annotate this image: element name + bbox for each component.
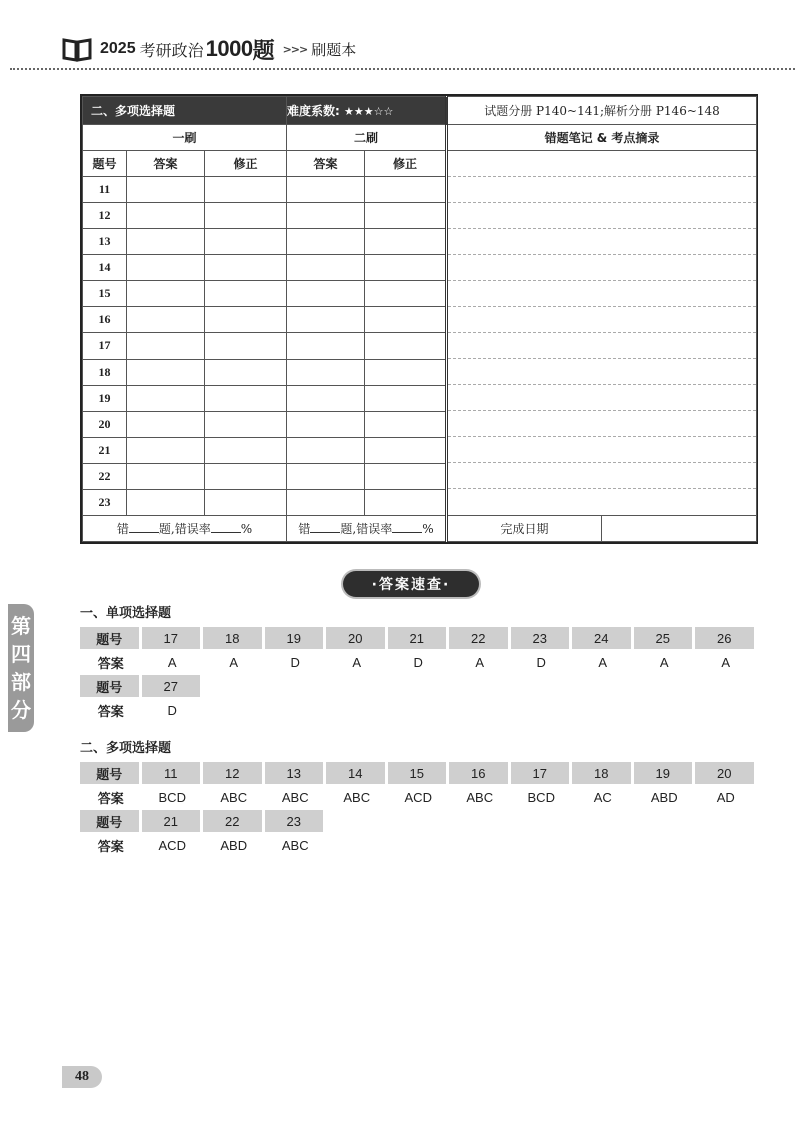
note-line bbox=[448, 463, 756, 489]
answer-question-number: 20 bbox=[326, 627, 388, 649]
answer-grid-empty bbox=[634, 675, 696, 697]
question-number: 23 bbox=[83, 489, 127, 515]
answer-grid-empty bbox=[572, 810, 634, 832]
answer-grid-empty bbox=[695, 675, 757, 697]
answer-grid-label-num: 题号 bbox=[80, 627, 142, 649]
question-number: 14 bbox=[83, 255, 127, 281]
answer-grid-label-num: 题号 bbox=[80, 675, 142, 697]
answer-question-number: 13 bbox=[265, 762, 327, 784]
answer-grid-empty bbox=[265, 697, 327, 723]
completion-date-value[interactable] bbox=[602, 516, 757, 542]
answer-question-number: 18 bbox=[203, 627, 265, 649]
answer-question-number: 19 bbox=[634, 762, 696, 784]
answer-grid-empty bbox=[695, 832, 757, 858]
answer-grid-empty bbox=[449, 675, 511, 697]
answer-grid-empty bbox=[388, 675, 450, 697]
notes-area[interactable] bbox=[447, 151, 757, 516]
multi-choice-answers bbox=[80, 762, 757, 858]
col-answer-2: 答案 bbox=[287, 151, 365, 177]
note-line bbox=[448, 411, 756, 437]
round1-fix-cell[interactable] bbox=[205, 203, 287, 229]
round2-summary: 错 题,错误率 % bbox=[287, 516, 447, 542]
page-header bbox=[62, 34, 356, 64]
question-number: 12 bbox=[83, 203, 127, 229]
answer-grid-empty bbox=[695, 810, 757, 832]
answer-question-number: 19 bbox=[265, 627, 327, 649]
answer-value: ABD bbox=[220, 837, 248, 853]
round1-fix-cell[interactable] bbox=[205, 255, 287, 281]
header-year: 2025 bbox=[100, 40, 136, 57]
answer-value: ABC bbox=[466, 789, 494, 805]
answer-value: ACD bbox=[404, 789, 432, 805]
answer-question-number: 14 bbox=[326, 762, 388, 784]
header-ti: 题 bbox=[252, 38, 275, 64]
answer-value: A bbox=[229, 654, 239, 670]
answer-value: ABC bbox=[220, 789, 248, 805]
answer-question-number: 24 bbox=[572, 627, 634, 649]
round1-answer-cell[interactable] bbox=[127, 229, 205, 255]
question-number: 19 bbox=[83, 385, 127, 411]
round2-answer-cell[interactable] bbox=[287, 333, 365, 359]
col-fix-2: 修正 bbox=[365, 151, 447, 177]
header-divider bbox=[10, 68, 795, 70]
answer-value: BCD bbox=[158, 789, 186, 805]
note-line bbox=[448, 489, 756, 515]
round2-answer-cell[interactable] bbox=[287, 255, 365, 281]
answer-question-number: 23 bbox=[511, 627, 573, 649]
completion-date-label: 完成日期 bbox=[447, 516, 602, 542]
notes-header: 错题笔记 & 考点摘录 bbox=[447, 125, 757, 151]
note-line bbox=[448, 307, 756, 333]
difficulty-stars: ★★★☆☆ bbox=[344, 105, 394, 118]
side-tab-char: 第 bbox=[11, 614, 31, 638]
header-arrows: >>> bbox=[282, 42, 308, 56]
round1-answer-cell[interactable] bbox=[127, 463, 205, 489]
note-line bbox=[448, 177, 756, 203]
answer-grid-empty bbox=[511, 697, 573, 723]
note-line bbox=[448, 203, 756, 229]
answer-value: ACD bbox=[158, 837, 186, 853]
answer-value: BCD bbox=[527, 789, 555, 805]
answer-question-number: 18 bbox=[572, 762, 634, 784]
answer-question-number: 27 bbox=[142, 675, 204, 697]
answer-question-number: 20 bbox=[695, 762, 757, 784]
round1-fix-cell[interactable] bbox=[205, 177, 287, 203]
round2-answer-cell[interactable] bbox=[287, 307, 365, 333]
answer-question-number: 21 bbox=[142, 810, 204, 832]
round2-fix-cell[interactable] bbox=[365, 229, 447, 255]
round1-answer-cell[interactable] bbox=[127, 411, 205, 437]
answer-question-number: 17 bbox=[511, 762, 573, 784]
side-tab-char: 分 bbox=[11, 698, 31, 722]
col-qnum: 题号 bbox=[83, 151, 127, 177]
round2-answer-cell[interactable] bbox=[287, 203, 365, 229]
header-subject: 考研政治 bbox=[139, 40, 204, 60]
answer-value: ABC bbox=[343, 789, 371, 805]
answer-grid-empty bbox=[265, 675, 327, 697]
answer-question-number: 26 bbox=[695, 627, 757, 649]
question-number: 15 bbox=[83, 281, 127, 307]
answer-question-number: 17 bbox=[142, 627, 204, 649]
round1-answer-cell[interactable] bbox=[127, 177, 205, 203]
round2-answer-cell[interactable] bbox=[287, 281, 365, 307]
round1-fix-cell[interactable] bbox=[205, 437, 287, 463]
round2-answer-cell[interactable] bbox=[287, 229, 365, 255]
answer-value: A bbox=[352, 654, 362, 670]
round1-fix-cell[interactable] bbox=[205, 333, 287, 359]
difficulty-label: 难度系数: bbox=[287, 104, 340, 118]
round2-answer-cell[interactable] bbox=[287, 411, 365, 437]
answer-grid-empty bbox=[449, 697, 511, 723]
round1-fix-cell[interactable] bbox=[205, 463, 287, 489]
page-reference: 试题分册 P140~141;解析分册 P146~148 bbox=[447, 97, 757, 125]
answer-grid-empty bbox=[449, 810, 511, 832]
answer-grid-empty bbox=[634, 832, 696, 858]
round2-fix-cell[interactable] bbox=[365, 359, 447, 385]
answer-grid-empty bbox=[572, 832, 634, 858]
page-number: 48 bbox=[62, 1066, 102, 1088]
col-answer-1: 答案 bbox=[127, 151, 205, 177]
answer-value: A bbox=[659, 654, 669, 670]
section-side-tab bbox=[8, 604, 34, 732]
round2-fix-cell[interactable] bbox=[365, 411, 447, 437]
answer-value: D bbox=[167, 702, 177, 718]
round1-answer-cell[interactable] bbox=[127, 437, 205, 463]
answer-grid-empty bbox=[634, 697, 696, 723]
answer-sheet-table bbox=[82, 96, 757, 542]
answer-grid-label-ans: 答案 bbox=[97, 655, 124, 671]
answer-sheet bbox=[80, 94, 758, 544]
answer-question-number: 22 bbox=[449, 627, 511, 649]
round2-answer-cell[interactable] bbox=[287, 385, 365, 411]
answer-grid-empty bbox=[634, 810, 696, 832]
note-line bbox=[448, 359, 756, 385]
answer-grid-empty bbox=[388, 810, 450, 832]
note-line bbox=[448, 229, 756, 255]
answer-grid-empty bbox=[388, 832, 450, 858]
answer-value: ABD bbox=[650, 789, 678, 805]
side-tab-char: 四 bbox=[11, 642, 31, 666]
answer-grid-label-ans: 答案 bbox=[97, 790, 124, 806]
answer-value: D bbox=[536, 654, 546, 670]
note-line bbox=[448, 385, 756, 411]
question-number: 11 bbox=[83, 177, 127, 203]
round1-fix-cell[interactable] bbox=[205, 489, 287, 515]
answer-grid-empty bbox=[511, 810, 573, 832]
answer-value: D bbox=[413, 654, 423, 670]
question-number: 21 bbox=[83, 437, 127, 463]
answer-grid-label-ans: 答案 bbox=[97, 838, 124, 854]
round1-summary: 错 题,错误率 % bbox=[83, 516, 287, 542]
answer-question-number: 25 bbox=[634, 627, 696, 649]
sheet-title: 二、多项选择题 bbox=[83, 97, 287, 125]
question-number: 16 bbox=[83, 307, 127, 333]
answer-question-number: 22 bbox=[203, 810, 265, 832]
question-number: 17 bbox=[83, 333, 127, 359]
note-line bbox=[448, 333, 756, 359]
round2-fix-cell[interactable] bbox=[365, 177, 447, 203]
answer-value: A bbox=[721, 654, 731, 670]
round1-answer-cell[interactable] bbox=[127, 385, 205, 411]
answer-value: A bbox=[475, 654, 485, 670]
round2-answer-cell[interactable] bbox=[287, 437, 365, 463]
quick-check-title: ·答案速查· bbox=[343, 571, 479, 597]
round2-answer-cell[interactable] bbox=[287, 489, 365, 515]
open-book-icon bbox=[62, 36, 92, 62]
round1-fix-cell[interactable] bbox=[205, 281, 287, 307]
answer-grid-empty bbox=[511, 832, 573, 858]
answer-grid-empty bbox=[203, 697, 265, 723]
round2-fix-cell[interactable] bbox=[365, 281, 447, 307]
difficulty bbox=[287, 97, 447, 125]
multi-choice-heading: 二、多项选择题 bbox=[80, 741, 172, 756]
question-number: 20 bbox=[83, 411, 127, 437]
round2-answer-cell[interactable] bbox=[287, 359, 365, 385]
note-line bbox=[448, 255, 756, 281]
round2-fix-cell[interactable] bbox=[365, 255, 447, 281]
round2-fix-cell[interactable] bbox=[365, 463, 447, 489]
answer-grid-empty bbox=[572, 697, 634, 723]
round2-fix-cell[interactable] bbox=[365, 307, 447, 333]
answer-grid-empty bbox=[326, 697, 388, 723]
round2-answer-cell[interactable] bbox=[287, 177, 365, 203]
round1-fix-cell[interactable] bbox=[205, 307, 287, 333]
answer-grid-empty bbox=[326, 810, 388, 832]
answer-question-number: 16 bbox=[449, 762, 511, 784]
note-line bbox=[448, 437, 756, 463]
answer-value: AC bbox=[593, 789, 612, 805]
header-section: 刷题本 bbox=[311, 40, 357, 59]
answer-value: D bbox=[290, 654, 300, 670]
question-number: 13 bbox=[83, 229, 127, 255]
round2-fix-cell[interactable] bbox=[365, 333, 447, 359]
round2-fix-cell[interactable] bbox=[365, 437, 447, 463]
round1-answer-cell[interactable] bbox=[127, 255, 205, 281]
round2-fix-cell[interactable] bbox=[365, 489, 447, 515]
answer-grid-label-num: 题号 bbox=[80, 762, 142, 784]
round2-fix-cell[interactable] bbox=[365, 385, 447, 411]
answer-grid-empty bbox=[203, 675, 265, 697]
answer-value: ABC bbox=[281, 789, 309, 805]
note-lines bbox=[448, 151, 756, 515]
answer-grid-empty bbox=[511, 675, 573, 697]
question-number: 22 bbox=[83, 463, 127, 489]
answer-grid-empty bbox=[388, 697, 450, 723]
answer-grid-empty bbox=[695, 697, 757, 723]
round1-header: 一刷 bbox=[83, 125, 287, 151]
answer-value: A bbox=[167, 654, 177, 670]
side-tab-char: 部 bbox=[11, 670, 31, 694]
answer-question-number: 15 bbox=[388, 762, 450, 784]
round1-answer-cell[interactable] bbox=[127, 307, 205, 333]
round2-header: 二刷 bbox=[287, 125, 447, 151]
answer-grid-label-num: 题号 bbox=[80, 810, 142, 832]
question-number: 18 bbox=[83, 359, 127, 385]
single-choice-heading: 一、单项选择题 bbox=[80, 606, 172, 621]
round1-answer-cell[interactable] bbox=[127, 489, 205, 515]
round1-answer-cell[interactable] bbox=[127, 333, 205, 359]
answer-value: ABC bbox=[281, 837, 309, 853]
col-fix-1: 修正 bbox=[205, 151, 287, 177]
answer-grid-empty bbox=[326, 675, 388, 697]
round1-fix-cell[interactable] bbox=[205, 229, 287, 255]
answer-value: AD bbox=[716, 789, 735, 805]
round2-answer-cell[interactable] bbox=[287, 463, 365, 489]
answer-grid-empty bbox=[326, 832, 388, 858]
answer-grid-empty bbox=[449, 832, 511, 858]
answer-question-number: 23 bbox=[265, 810, 327, 832]
round1-fix-cell[interactable] bbox=[205, 359, 287, 385]
round1-answer-cell[interactable] bbox=[127, 359, 205, 385]
answer-value: A bbox=[598, 654, 608, 670]
header-count: 1000 bbox=[205, 36, 253, 61]
answer-question-number: 12 bbox=[203, 762, 265, 784]
round1-answer-cell[interactable] bbox=[127, 203, 205, 229]
round1-answer-cell[interactable] bbox=[127, 281, 205, 307]
answer-grid-label-ans: 答案 bbox=[97, 703, 124, 719]
single-choice-answers bbox=[80, 627, 757, 723]
answer-grid-empty bbox=[572, 675, 634, 697]
answer-question-number: 21 bbox=[388, 627, 450, 649]
round1-fix-cell[interactable] bbox=[205, 385, 287, 411]
note-line bbox=[448, 151, 756, 177]
round1-fix-cell[interactable] bbox=[205, 411, 287, 437]
answer-question-number: 11 bbox=[142, 762, 204, 784]
note-line bbox=[448, 281, 756, 307]
round2-fix-cell[interactable] bbox=[365, 203, 447, 229]
